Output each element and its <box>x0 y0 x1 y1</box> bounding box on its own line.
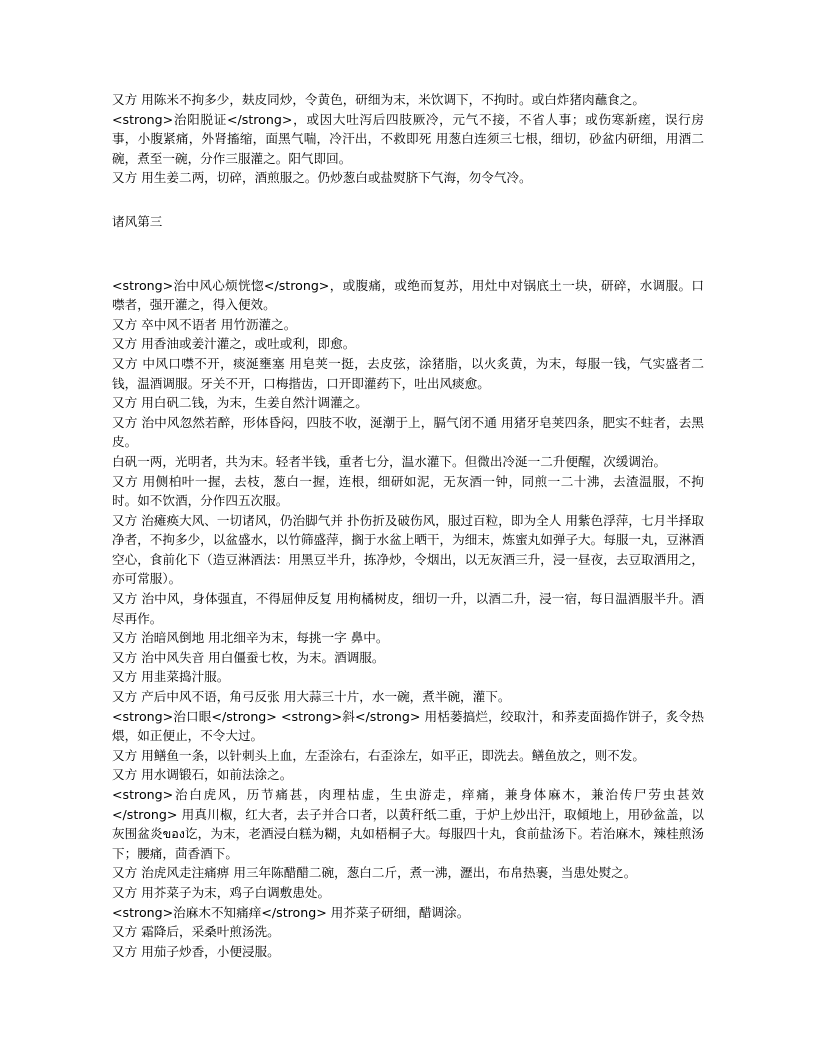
text-line: 又方 治中风忽然若醉，形体昏闷，四肢不收，涎潮于上，膈气闭不通 用猪牙皂荚四条，肥实不蛀者，去黑皮。 <box>112 414 704 450</box>
text-line: <strong>治白虎风，历节痛甚，肉理枯虚，生虫游走，痒痛，兼身体麻木，兼治传尸劳虫甚效</strong> 用真川椒，红大者，去子并合口者，以黄秆纸二重，于炉上炒出汗，取傾地上，用砂盆盖，以灰围盆炎ของ讫，为末，老酒浸白糕为糊，丸如梧桐子大。每服四十丸，食前盐汤下。若治麻木，辣桂煎汤下；腰痛，茴香酒下。 <box>112 787 704 861</box>
text-line: 又方 用白矾二钱，为末，生姜自然汁调灌之。 <box>112 395 368 411</box>
text-line: <strong>治麻木不知痛痒</strong> 用芥菜子研细，醋调涂。 <box>112 904 470 920</box>
text-line: 又方 用水调锻石，如前法涂之。 <box>112 767 293 783</box>
text-line: 又方 治瘫痪大风、一切诸风，仍治脚气并 扑伤折及破伤风，服过百粒，即为全人 用紫色浮萍，七月半择取净者，不拘多少，以盆盛水，以竹筛盛萍，搁于水盆上晒干，为细末，炼蜜丸如弹子大。每服一丸，豆淋酒空心，食前化下（造豆淋酒法：用黑豆半升，拣净炒，令烟出，以无灰酒三升，浸一昼夜，去豆取酒用之，亦可常服）。 <box>112 512 704 587</box>
text-line: 又方 治中风，身体强直，不得屈伸反复 用枸橘树皮，细切一升，以酒二升，浸一宿，每日温酒服半升。酒尽再作。 <box>112 591 704 626</box>
text-line: 又方 卒中风不语者 用竹沥灌之。 <box>112 316 297 332</box>
text-line: 又方 霜降后，采桑叶煎汤洗。 <box>112 924 280 940</box>
text-line: 又方 用茄子炒香，小便浸服。 <box>112 943 280 959</box>
text-line: 又方 治虎风走注痛痹 用三年陈醋醋二碗，葱白二斤，煮一沸，瀝出，布帛热裹，当患处熨之。 <box>112 865 637 881</box>
text-line: 又方 产后中风不语，角弓反张 用大蒜三十片，水一碗，煮半碗，灌下。 <box>112 689 511 705</box>
text-line: 又方 用陈米不拘多少，麸皮同炒，令黄色，研细为末，米饮调下，不拘时。或白炸猪肉蘸食之。 <box>112 92 645 107</box>
text-line: 又方 用香油或姜汁灌之，或吐或利，即愈。 <box>112 336 356 352</box>
spacer <box>112 188 704 212</box>
text-line: 又方 用韭菜捣汁服。 <box>112 669 230 685</box>
paragraph-block-top <box>112 90 704 188</box>
text-line: 又方 治中风失音 用白僵蚕七枚，为末。酒调服。 <box>112 649 385 665</box>
text-line: <strong>治阳脱证</strong>，或因大吐泻后四肢厥冷，元气不接，不省人事；或伤寒新瘥，误行房事，小腹紧痛，外肾搐缩，面黑气喘，冷汗出，不救即死 用葱白连须三七根，细切，砂盆内研细，用酒二碗，煮至一碗，分作三服灌之。阳气即回。 <box>112 111 704 166</box>
spacer <box>112 232 704 276</box>
section-heading: 诸风第三 <box>112 213 163 229</box>
text-line: 又方 用侧柏叶一握，去枝，葱白一握，连根，细研如泥，无灰酒一钟，同煎一二十沸，去渣温服，不拘时。如不饮酒，分作四五次服。 <box>112 473 704 509</box>
text-line: 白矾一两，光明者，共为末。轻者半钱，重者七分，温水灌下。但微出冷涎一二升便醒，次缓调治。 <box>112 453 667 469</box>
text-line: <strong>治中风心烦恍惚</strong>，或腹痛，或绝而复苏，用灶中对锅底土一块，研碎，水调服。口噤者，强开灌之，得入便效。 <box>112 277 704 313</box>
text-line: 又方 用芥菜子为末，鸡子白调敷患处。 <box>112 884 331 900</box>
text-line: 又方 用鳝鱼一条，以针刺头上血，左歪涂右，右歪涂左，如平正，即洗去。鳝鱼放之，则不发。 <box>112 747 645 763</box>
text-line: <strong>治口眼</strong> <strong>斜</strong> 用栝蒌搞烂，绞取汁，和荞麦面捣作饼子，炙令热煨，如正便止，不令大过。 <box>112 708 704 744</box>
paragraph-block-main <box>112 276 704 962</box>
text-line: 又方 治暗风倒地 用北细辛为末，每挑一字 鼻中。 <box>112 630 389 646</box>
text-line: 又方 用生姜二两，切碎，酒煎服之。仍炒葱白或盐熨脐下气海，勿令气冷。 <box>112 170 532 186</box>
document-body <box>112 90 704 961</box>
text-line: 又方 中风口噤不开，痰涎壅塞 用皂荚一挺，去皮弦，涂猪脂，以火炙黄，为末，每服一钱，气实盛者二钱，温酒调服。牙关不开，口梅揩齿，口开即灌药下，吐出风痰愈。 <box>112 355 704 391</box>
